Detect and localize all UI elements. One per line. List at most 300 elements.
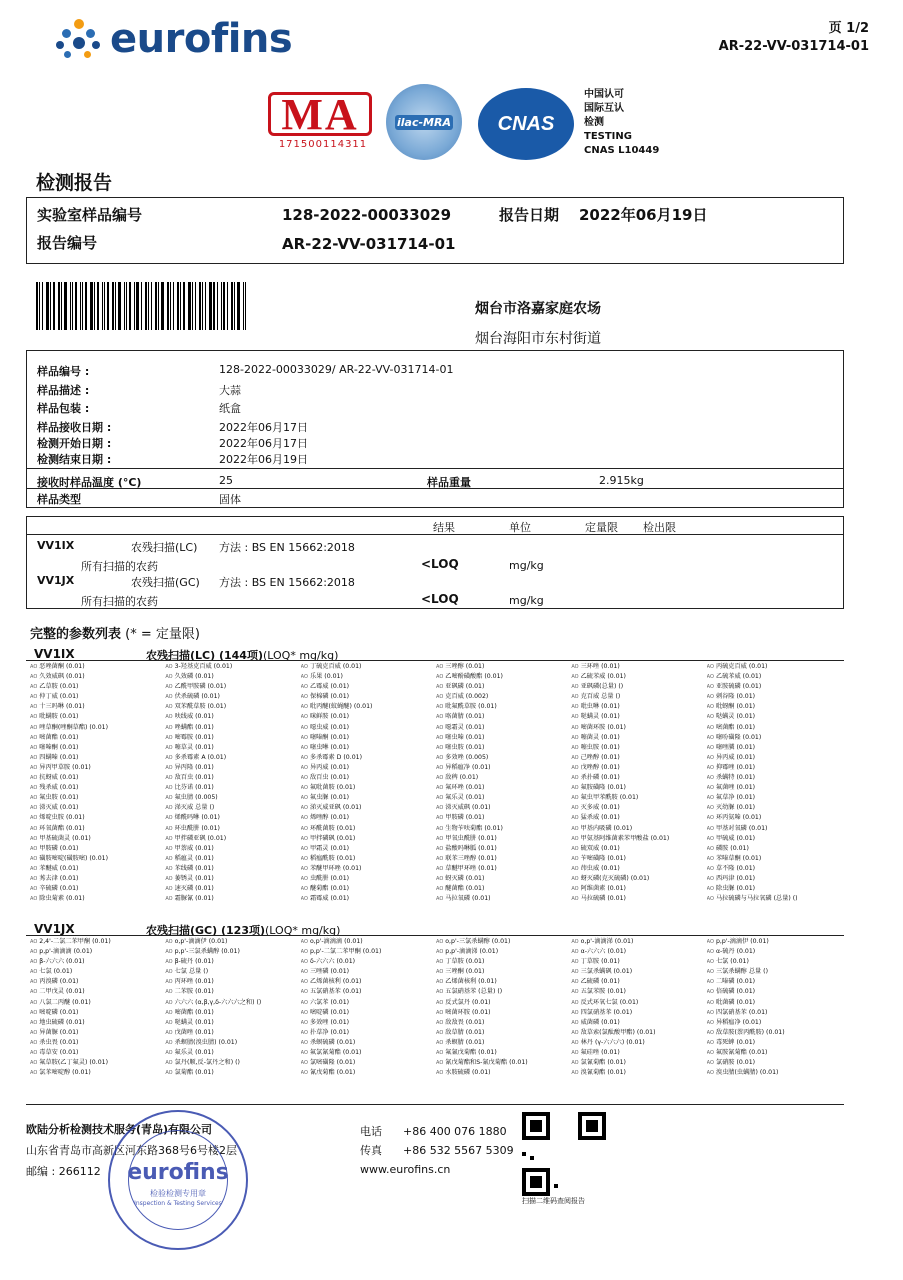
accredited-tag: AO: [435, 989, 444, 996]
accredited-tag: AO: [706, 1019, 714, 1026]
param-name: 噻虫胺 (0.01): [580, 743, 620, 751]
accredited-tag: AO: [706, 1009, 714, 1016]
accredited-tag: AO: [435, 795, 444, 802]
param-name: 虫酰肼 (0.01): [309, 874, 350, 882]
result-value: <LOQ: [421, 557, 459, 571]
param-name: 异丙威 (0.01): [715, 753, 756, 761]
param-item: [30, 692, 163, 702]
gc-param-grid: [30, 937, 840, 1078]
accredited-tag: AO: [300, 1070, 308, 1077]
accredited-tag: AO: [165, 1039, 173, 1046]
param-item: [165, 1008, 298, 1018]
param-item: [30, 1038, 163, 1048]
param-item: [707, 682, 840, 692]
param-name: 丙硫克百威 (0.01): [715, 663, 768, 670]
lc-code: VV1IX: [34, 647, 75, 661]
accredited-tag: AO: [706, 764, 714, 771]
accredited-tag: AO: [30, 939, 38, 945]
accredited-tag: AO: [30, 865, 38, 872]
param-item: [30, 783, 163, 793]
param-name: 咪鲜胺 (0.01): [309, 713, 350, 721]
param-name: 草醚甲环唑 (0.01): [445, 864, 497, 872]
param-name: 嘧啶磷 (0.01): [39, 1008, 79, 1016]
barcode-bar: [188, 282, 191, 330]
accredited-tag: AO: [300, 664, 308, 670]
accredited-tag: AO: [30, 1029, 38, 1036]
param-item: [436, 773, 569, 783]
barcode-bar: [36, 282, 38, 330]
param-item: [707, 864, 840, 874]
accredited-tag: AO: [706, 865, 714, 872]
page-number: 页 1/2: [828, 21, 869, 36]
cnas-text: CNAS: [497, 112, 555, 135]
param-name: 盐酸吗啉胍 (0.01): [445, 844, 497, 852]
param-item: [30, 894, 163, 904]
accredited-tag: AO: [571, 949, 579, 956]
param-item: [165, 702, 298, 712]
result-code: VV1IX: [37, 539, 75, 552]
accredited-tag: AO: [30, 805, 38, 812]
cnas-line: 中国认可: [584, 89, 624, 100]
barcode-bar: [217, 282, 218, 330]
param-name: 四螨嗪 (0.01): [39, 753, 79, 761]
param-name: 丁草胺 (0.01): [445, 958, 485, 966]
param-item: [30, 957, 163, 967]
param-name: 烯唑醇 (0.01): [309, 814, 350, 822]
barcode-bar: [42, 282, 43, 330]
sample-info-value: 128-2022-00033029/ AR-22-VV-031714-01: [219, 363, 454, 376]
param-item: [571, 998, 704, 1008]
barcode-bar: [85, 282, 87, 330]
param-name: 亚砜磷(总量) (): [580, 683, 624, 691]
qr-caption: 扫描二维码查阅报告: [522, 1197, 585, 1205]
param-item: [436, 662, 569, 672]
param-item: [30, 743, 163, 753]
accredited-tag: AO: [706, 674, 714, 681]
accredited-tag: AO: [300, 855, 308, 862]
param-item: [436, 813, 569, 823]
accredited-tag: AO: [165, 795, 173, 802]
accredited-tag: AO: [165, 684, 173, 691]
param-item: [30, 763, 163, 773]
param-item: [301, 763, 434, 773]
param-item: [30, 723, 163, 733]
accredited-tag: AO: [165, 734, 173, 741]
param-item: [707, 957, 840, 967]
param-item: [571, 662, 704, 672]
accredited-tag: AO: [300, 1029, 308, 1036]
accredited-tag: AO: [435, 1029, 444, 1036]
accredited-tag: AO: [435, 674, 444, 681]
param-name: 蚜灭磷 (0.01): [445, 874, 485, 882]
param-name: 甲硫威 (0.01): [715, 834, 756, 842]
param-item: [165, 874, 298, 884]
accredited-tag: AO: [165, 785, 173, 792]
accredited-tag: AO: [435, 949, 444, 956]
accredited-tag: AO: [435, 1050, 444, 1057]
param-name: 杀螟腈 (0.01): [445, 1038, 485, 1046]
accredited-tag: AO: [165, 694, 173, 701]
accredited-tag: AO: [165, 714, 173, 721]
document-title: 检测报告: [36, 172, 113, 194]
accredited-tag: AO: [300, 1050, 308, 1057]
qr-code[interactable]: [522, 1112, 606, 1196]
barcode-bar: [151, 282, 152, 330]
accredited-tag: AO: [706, 704, 714, 711]
param-item: [436, 824, 569, 834]
param-name: 烯啶虫胺 (0.01): [39, 814, 85, 822]
param-item: [571, 743, 704, 753]
param-name: 抑霉唑 (0.01): [715, 763, 756, 771]
param-item: [571, 1018, 704, 1028]
param-item: [436, 957, 569, 967]
param-item: [165, 662, 298, 672]
accredited-tag: AO: [435, 775, 444, 782]
param-name: 蚜灭磷(克灭硫磷) (0.01): [580, 874, 650, 882]
param-name: 乙草胺 (0.01): [39, 683, 79, 691]
accredited-tag: AO: [30, 845, 38, 852]
cnas-logo: [478, 88, 574, 160]
param-item: [436, 712, 569, 722]
accredited-tag: AO: [435, 969, 444, 976]
accredited-tag: AO: [165, 674, 173, 681]
param-item: [165, 803, 298, 813]
client-address: 烟台海阳市东村街道: [475, 331, 601, 347]
param-name: 氟虫甲苯酰胺 (0.01): [580, 794, 639, 802]
barcode-bar: [124, 282, 125, 330]
param-item: [707, 894, 840, 904]
param-item: [30, 864, 163, 874]
divider: [27, 488, 843, 489]
accredited-tag: AO: [435, 1009, 444, 1016]
param-item: [571, 957, 704, 967]
param-name: 异丙威 (0.01): [309, 763, 350, 771]
accredited-tag: AO: [571, 684, 579, 691]
param-title-text: 完整的参数列表: [30, 627, 122, 642]
param-name: 唑草酮(唑酮草酯) (0.01): [39, 723, 108, 731]
param-name: 五氯硝基苯 (总量) (): [445, 988, 503, 996]
param-name: 多效唑 (0.005): [445, 753, 489, 761]
param-list-title: [30, 623, 200, 642]
company-name: 欧陆分析检测技术服务(青岛)有限公司: [26, 1123, 213, 1136]
param-name: 马拉硫磷 (0.01): [580, 895, 626, 903]
param-name: 氰戊菊酯 (0.01): [309, 1069, 356, 1077]
param-item: [707, 723, 840, 733]
accredited-tag: AO: [435, 845, 444, 852]
param-name: 己唑醇 (0.01): [580, 753, 620, 761]
barcode-bar: [148, 282, 149, 330]
param-name: 生物苄呋菊酯 (0.01): [445, 824, 503, 832]
param-name: 亚胺硫磷 (0.01): [715, 683, 762, 691]
barcode-bar: [136, 282, 139, 330]
accredited-tag: AO: [300, 764, 308, 771]
accredited-tag: AO: [571, 704, 579, 711]
param-name: 氯苯嘧啶醇 (0.01): [39, 1069, 91, 1077]
param-item: [436, 692, 569, 702]
accredited-tag: AO: [435, 764, 444, 771]
param-name: 三氯杀螨醇 总量 (): [715, 968, 769, 976]
param-name: 速灭磷 (0.01): [174, 885, 214, 893]
param-item: [571, 884, 704, 894]
official-stamp: [108, 1110, 248, 1250]
sample-info-label: 样品描述 :: [37, 384, 90, 397]
website-link[interactable]: www.eurofins.cn: [360, 1163, 451, 1176]
param-item: [165, 884, 298, 894]
param-name: 涕灭威亚砜 (0.01): [309, 804, 362, 812]
param-name: 杀虫畏 (0.01): [39, 1038, 79, 1046]
barcode-bar: [141, 282, 142, 330]
param-item: [436, 1018, 569, 1028]
param-item: [165, 712, 298, 722]
param-name: 噻吩磺隆 (0.01): [715, 733, 762, 741]
accredited-tag: AO: [706, 775, 714, 782]
header-report-id: AR-22-VV-031714-01: [718, 39, 869, 54]
param-item: [436, 1048, 569, 1058]
param-item: [301, 824, 434, 834]
barcode-bar: [58, 282, 60, 330]
accredited-tag: AO: [435, 704, 444, 711]
accredited-tag: AO: [435, 1039, 444, 1046]
param-item: [301, 1008, 434, 1018]
param-item: [707, 977, 840, 987]
accredited-tag: AO: [165, 865, 173, 872]
result-test: 农残扫描(LC): [131, 541, 198, 554]
param-name: 马拉硫磷与马拉氧磷 (总量) (): [715, 895, 798, 903]
param-item: [165, 672, 298, 682]
accredited-tag: AO: [300, 969, 308, 976]
accredited-tag: AO: [165, 805, 173, 812]
eurofins-logo: [56, 16, 292, 62]
param-name: 吡丙醚(蚊蝇醚) (0.01): [309, 703, 373, 711]
param-name: 氟菌唑 (0.01): [715, 784, 756, 792]
param-name: 甲基硫菌灵 (0.01): [39, 834, 91, 842]
param-name: 二甲戊灵 (0.01): [39, 988, 85, 996]
param-name: 环酰菌胺 (0.01): [309, 824, 356, 832]
param-name: 甲霜灵 (0.01): [309, 844, 350, 852]
accredited-tag: AO: [435, 959, 444, 966]
accredited-tag: AO: [300, 949, 308, 956]
accredited-tag: AO: [571, 1019, 579, 1026]
param-name: 3-羟基克百威 (0.01): [174, 663, 233, 670]
param-name: 杀螟硫磷 (0.01): [309, 1038, 356, 1046]
param-name: 异稻瘟净 (0.01): [715, 1018, 762, 1026]
param-item: [436, 793, 569, 803]
param-name: 氯丹(顺,反-氯丹之和) (): [174, 1059, 240, 1067]
param-item: [165, 977, 298, 987]
accredited-tag: AO: [165, 979, 173, 986]
fax-value: +86 532 5567 5309: [402, 1144, 514, 1157]
param-name: 克百威 总量 (): [580, 693, 621, 701]
accredited-tag: AO: [30, 969, 38, 976]
barcode-bar: [177, 282, 179, 330]
accredited-tag: AO: [30, 724, 38, 731]
accredited-tag: AO: [300, 1060, 308, 1067]
accredited-tag: AO: [435, 939, 444, 945]
accredited-tag: AO: [300, 939, 308, 945]
param-name: 氟氯氰菊酯 (0.01): [309, 1049, 362, 1057]
result-method: 方法 : BS EN 15662:2018: [219, 541, 355, 554]
param-name: 醚菊酯 (0.01): [309, 885, 350, 893]
barcode-bar: [75, 282, 77, 330]
param-name: 灭多威 (0.01): [580, 804, 620, 812]
param-name: 氟吡菌胺 (0.01): [309, 784, 356, 792]
accredited-tag: AO: [571, 815, 579, 822]
param-name: 吡氟酰草胺 (0.01): [445, 703, 497, 711]
param-item: [301, 793, 434, 803]
param-item: [707, 1018, 840, 1028]
param-name: 保棉磷 (0.01): [309, 693, 350, 701]
param-name: 呋线威 (0.01): [174, 713, 214, 721]
param-name: o,p'-滴滴滴 (0.01): [309, 938, 363, 945]
param-item: [30, 844, 163, 854]
accredited-tag: AO: [571, 1029, 579, 1036]
param-item: [301, 753, 434, 763]
param-item: [707, 733, 840, 743]
param-name: 溴氰菊酯 (0.01): [580, 1069, 626, 1077]
param-name: 猛杀威 (0.01): [580, 814, 620, 822]
param-item: [436, 803, 569, 813]
param-item: [707, 874, 840, 884]
param-item: [301, 712, 434, 722]
param-name: 萎锈灵 (0.01): [174, 874, 214, 882]
sample-info-label: 检测开始日期 :: [37, 437, 112, 450]
param-name: 乙硫苯威 (0.01): [715, 673, 762, 681]
param-item: [165, 692, 298, 702]
param-name: 环氧菌酯 (0.01): [39, 824, 85, 832]
param-item: [30, 712, 163, 722]
accredited-tag: AO: [30, 835, 38, 842]
page-header-right: [719, 20, 869, 56]
param-item: [301, 967, 434, 977]
barcode-bar: [72, 282, 73, 330]
param-name: 三唑酮 (0.01): [445, 968, 485, 976]
param-name: 戊唑醇 (0.01): [580, 763, 620, 771]
param-name: 氰戊菊酯和S-氰戊菊酯 (0.01): [445, 1059, 528, 1067]
param-item: [571, 733, 704, 743]
accredited-tag: AO: [30, 949, 38, 956]
param-name: 六氯苯 (0.01): [309, 998, 350, 1006]
cma-logo: [268, 92, 378, 150]
accredited-tag: AO: [300, 775, 308, 782]
barcode-bar: [155, 282, 157, 330]
param-name: 敌百虫 (0.01): [174, 774, 214, 782]
param-name: 六六六 (α,β,γ,δ-六六六之和) (): [174, 998, 262, 1006]
param-name: 吡菌磷 (0.01): [715, 998, 756, 1006]
param-name: 噻虫啉 (0.01): [309, 743, 350, 751]
param-item: [165, 864, 298, 874]
accredited-tag: AO: [435, 855, 444, 862]
accredited-tag: AO: [571, 764, 579, 771]
accredited-tag: AO: [571, 825, 579, 832]
param-item: [30, 773, 163, 783]
param-name: 磷胺 (0.01): [715, 844, 749, 852]
accredited-tag: AO: [165, 825, 173, 832]
param-name: 久效磷 (0.01): [174, 673, 214, 681]
barcode-bar: [118, 282, 121, 330]
param-name: 磺胺嘧啶(磺胺嘧) (0.01): [39, 854, 108, 862]
accredited-tag: AO: [165, 1060, 173, 1067]
param-name: 多杀霉素 A (0.01): [174, 753, 227, 761]
param-name: 抗蚜威 (0.01): [39, 774, 79, 782]
param-name: 甲胺磷 (0.01): [39, 844, 79, 852]
accredited-tag: AO: [706, 1050, 714, 1057]
param-item: [165, 682, 298, 692]
param-item: [165, 937, 298, 947]
param-item: [436, 854, 569, 864]
param-name: δ-六六六 (0.01): [309, 958, 356, 966]
results-box: [26, 516, 844, 609]
accredited-tag: AO: [30, 744, 38, 751]
param-item: [571, 793, 704, 803]
accredited-tag: AO: [706, 734, 714, 741]
qr-module: [586, 1120, 598, 1132]
param-name: 伏杀硫磷 (0.01): [174, 693, 220, 701]
barcode-bar: [231, 282, 233, 330]
param-name: 氟胺氰菊酯 (0.01): [715, 1049, 768, 1057]
accredited-tag: AO: [706, 999, 714, 1006]
param-item: [30, 977, 163, 987]
type-value: 固体: [219, 493, 241, 506]
param-name: 氟草胺(乙丁氟灵) (0.01): [39, 1059, 108, 1067]
accredited-tag: AO: [165, 775, 173, 782]
param-name: 久效威砜 (0.01): [39, 673, 85, 681]
param-name: 嘧菌酯 (0.01): [715, 723, 756, 731]
accredited-tag: AO: [706, 1070, 714, 1077]
param-item: [301, 813, 434, 823]
barcode-bar: [237, 282, 240, 330]
param-name: β-六六六 (0.01): [39, 958, 85, 966]
accredited-tag: AO: [706, 724, 714, 731]
param-item: [436, 763, 569, 773]
param-item: [165, 957, 298, 967]
accredited-tag: AO: [435, 724, 444, 731]
param-name: 环丙氨嗪 (0.01): [715, 814, 762, 822]
gc-loq: (LOQ* mg/kg): [265, 924, 341, 937]
param-item: [165, 723, 298, 733]
param-name: 甲氧虫酰肼 (0.01): [445, 834, 497, 842]
param-name: 乙硫磷 (0.01): [580, 978, 620, 986]
barcode-bar: [180, 282, 181, 330]
stamp-subtitle-en: Inspection & Testing Services: [134, 1200, 222, 1207]
param-item: [436, 844, 569, 854]
lab-sample-value: 128-2022-00033029: [282, 206, 452, 224]
sample-info-label: 检测结束日期 :: [37, 453, 112, 466]
param-name: 噻菌灵 (0.01): [580, 733, 620, 741]
param-item: [436, 977, 569, 987]
param-item: [30, 1048, 163, 1058]
barcode-bar: [192, 282, 193, 330]
param-name: 噻唑膦 (0.01): [715, 743, 756, 751]
accredited-tag: AO: [435, 714, 444, 721]
barcode-bar: [94, 282, 95, 330]
barcode-bar: [64, 282, 67, 330]
accredited-tag: AO: [571, 959, 579, 966]
barcode-bar: [126, 282, 127, 330]
weight-value: 2.915kg: [599, 474, 644, 487]
result-unit: mg/kg: [509, 559, 544, 572]
accredited-tag: AO: [165, 959, 173, 966]
param-item: [165, 763, 298, 773]
param-name: 噻虫胺 (0.01): [445, 743, 485, 751]
param-name: 乙硫苯威 (0.01): [580, 673, 626, 681]
param-item: [301, 803, 434, 813]
param-name: 2,4'-二氯二苯甲酮 (0.01): [39, 938, 111, 945]
param-name: 异丙甲草胺 (0.01): [39, 763, 91, 771]
param-item: [436, 753, 569, 763]
param-item: [30, 672, 163, 682]
param-name: 氟虫胺 (0.01): [39, 794, 79, 802]
param-name: 甲基内吸磷 (0.01): [580, 824, 633, 832]
